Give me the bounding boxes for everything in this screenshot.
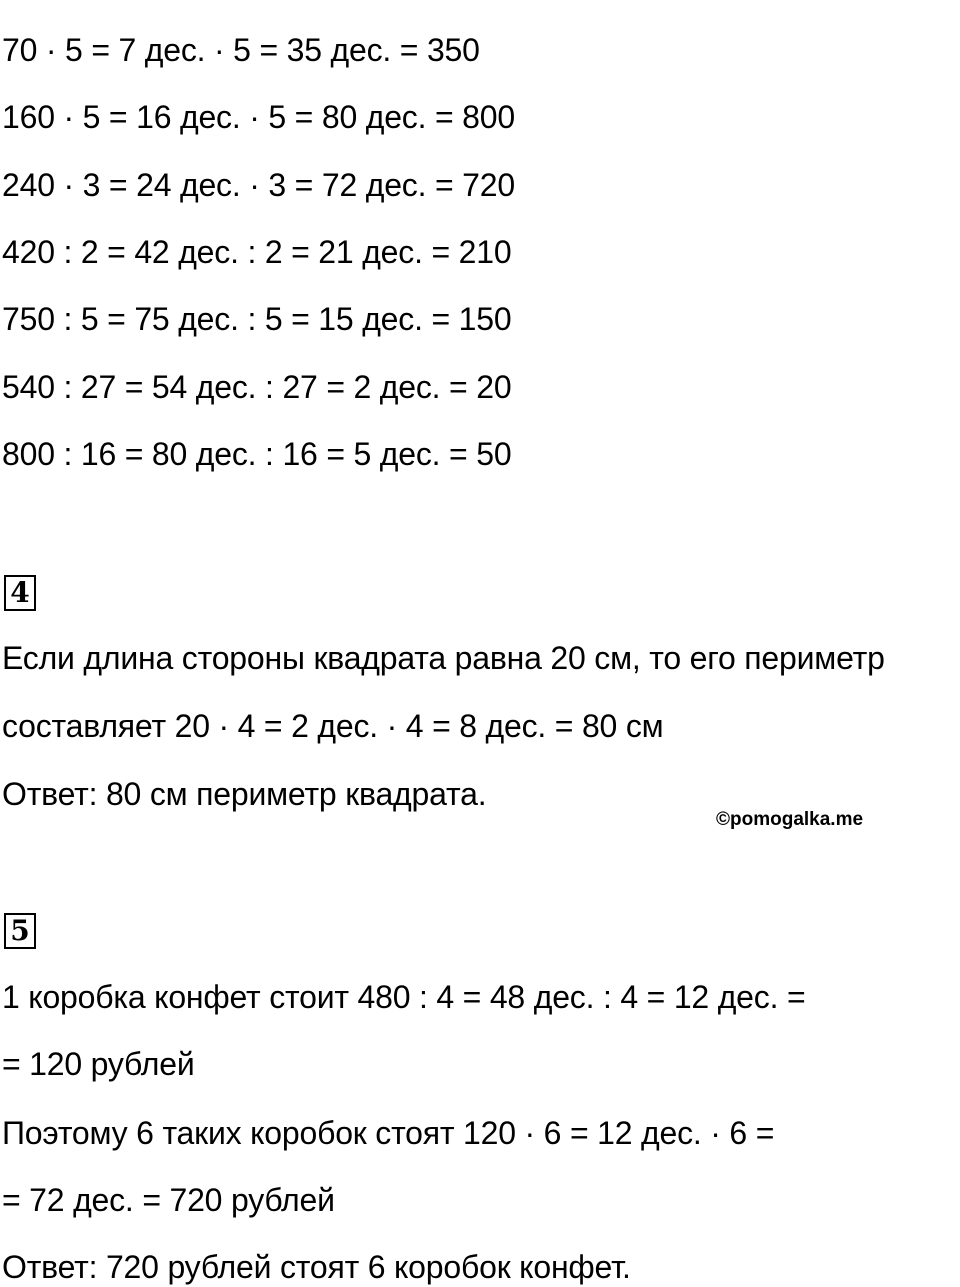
task4-answer: Ответ: 80 см периметр квадрата.: [2, 776, 487, 812]
calculation-line: 800 : 16 = 80 дес. : 16 = 5 дес. = 50: [2, 436, 512, 472]
calculation-line: 420 : 2 = 42 дес. : 2 = 21 дес. = 210: [2, 234, 512, 270]
watermark: ©pomogalka.me: [716, 809, 864, 830]
task5-text-line: = 72 дес. = 720 рублей: [2, 1182, 335, 1218]
calculation-line: 160 · 5 = 16 дес. · 5 = 80 дес. = 800: [2, 99, 515, 135]
task5-text-line: Поэтому 6 таких коробок стоят 120 · 6 = 12 дес. · 6 =: [2, 1115, 775, 1151]
calculation-line: 540 : 27 = 54 дес. : 27 = 2 дес. = 20: [2, 369, 512, 405]
task4-text-line: Если длина стороны квадрата равна 20 см, то его периметр: [2, 640, 885, 676]
task5-text-line: = 120 рублей: [2, 1046, 195, 1082]
calculation-line: 70 · 5 = 7 дес. · 5 = 35 дес. = 350: [2, 32, 480, 68]
task4-text-line: составляет 20 · 4 = 2 дес. · 4 = 8 дес. = 80 см: [2, 708, 664, 744]
calculation-line: 750 : 5 = 75 дес. : 5 = 15 дес. = 150: [2, 301, 512, 337]
task5-answer: Ответ: 720 рублей стоят 6 коробок конфет.: [2, 1249, 631, 1285]
task5-text-line: 1 коробка конфет стоит 480 : 4 = 48 дес. : 4 = 12 дес. =: [2, 979, 806, 1015]
task-number-box: 4: [4, 575, 36, 611]
calculation-line: 240 · 3 = 24 дес. · 3 = 72 дес. = 720: [2, 167, 515, 203]
task-number-box: 5: [4, 913, 36, 949]
